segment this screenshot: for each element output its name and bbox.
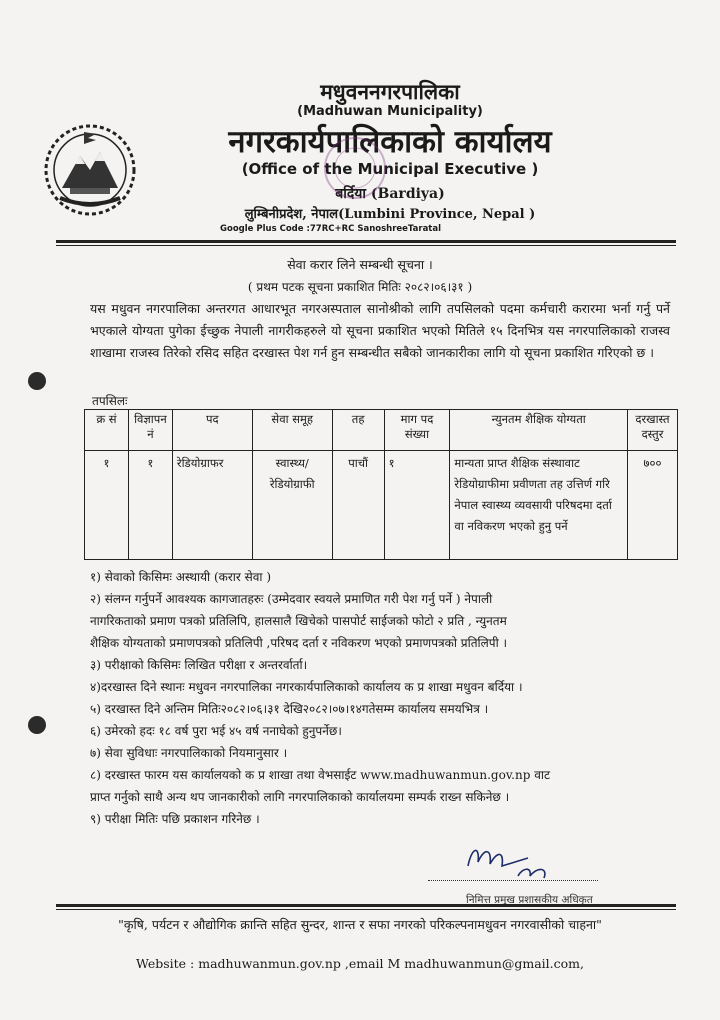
office-stamp-icon <box>322 135 388 201</box>
condition-line: ४)दरखास्त दिने स्थानः मधुवन नगरपालिका नगरकार्यपालिकाको कार्यालय क प्र शाखा मधुवन बर्दिया । <box>90 680 523 694</box>
condition-line: ७) सेवा सुविधाः नगरपालिकाको नियमानुसार । <box>90 746 288 760</box>
col-header-qualification: न्युनतम शैक्षिक योग्यता <box>450 410 628 451</box>
office-name-en: (Office of the Municipal Executive ) <box>241 160 539 178</box>
cell-fee: ७०० <box>627 451 677 560</box>
nepal-emblem-icon <box>40 118 140 218</box>
notice-title: सेवा करार लिने सम्बन्धी सूचना । <box>287 257 433 272</box>
header-divider-thin <box>56 245 676 246</box>
condition-line: प्राप्त गर्नुको साथै अन्य थप जानकारीको लागि नगरपालिकाको कार्यालयमा सम्पर्क राख्न सकिनेछ । <box>90 790 510 804</box>
condition-line: नागरिकताको प्रमाण पत्रको प्रतिलिपि, हालसालै खिचेको पासपोर्ट साईजको फोटो २ प्रति , न्युनतम <box>90 614 507 628</box>
col-header-fee: दरखास्त दस्तुर <box>627 410 677 451</box>
signatory-title: निमित्त प्रमुख प्रशासकीय अधिकृत <box>466 894 593 906</box>
punch-hole <box>28 716 46 734</box>
footer-website: Website : madhuwanmun.gov.np ,email M madhuwanmun@gmail.com, <box>136 956 584 971</box>
condition-line: ६) उमेरको हदः १८ वर्ष पुरा भई ४५ वर्ष ननाघेको हुनुपर्नेछ। <box>90 724 342 738</box>
condition-line: शैक्षिक योग्यताको प्रमाणपत्रको प्रतिलिपी ,परिषद दर्ता र नविकरण भएको प्रमाणपत्रको प्रतिलिपी । <box>90 636 508 650</box>
condition-line: ८) दरखास्त फारम यस कार्यालयको क प्र शाखा तथा वेभसाईट www.madhuwanmun.gov.np वाट <box>90 768 551 782</box>
condition-line: ९) परीक्षा मितिः पछि प्रकाशन गरिनेछ । <box>90 812 260 826</box>
office-name-np: नगरकार्यपालिकाको कार्यालय <box>228 124 552 160</box>
signature-line <box>428 880 598 881</box>
col-header-service-group: सेवा समूह <box>252 410 332 451</box>
cell-sn: १ <box>85 451 129 560</box>
col-header-adv-no: विज्ञापन नं <box>128 410 172 451</box>
col-header-positions: माग पद संख्या <box>384 410 450 451</box>
table-header-row <box>85 410 678 451</box>
col-header-level: तह <box>332 410 384 451</box>
header-divider <box>56 240 676 243</box>
condition-line: २) संलग्न गर्नुपर्ने आवश्यक कागजातहरुः (उम्मेदवार स्वयले प्रमाणित गरी पेश गर्नु पर्ने ) नेपाली <box>90 592 493 606</box>
condition-line: १) सेवाको किसिमः अस्थायी (करार सेवा ) <box>90 570 272 584</box>
signature-icon <box>458 836 558 884</box>
notice-body: यस मधुवन नगरपालिका अन्तरगत आधारभूत नगरअस्पताल सानोश्रीको लागि तपसिलको पदमा कर्मचारी करारमा भर्ना गर्नु पर्ने भएकाले योग्यता पुगेका ईच्छुक नेपाली नागरीकहरुले यो सूचना प्रकाशित भएको मितिले १५ दिनभित्र यस नगरपालिकाको राजस्व शाखामा राजस्व तिरेको रसिद सहित दरखास्त पेश गर्न हुन सम्बन्धीत सबैको जानकारीका लागि यो सूचना प्रकाशित गरिएको छ । <box>90 301 670 360</box>
footer-motto: "कृषि, पर्यटन र औद्योगिक क्रान्ति सहित सुन्दर, शान्त र सफा नगरको परिकल्पनामधुवन नगरवासीको चाहना" <box>118 917 602 932</box>
cell-post: रेडियोग्राफर <box>172 451 252 560</box>
district: बर्दिया (Bardiya) <box>335 186 445 202</box>
google-plus-code: Google Plus Code :77RC+RC SanoshreeTaratal <box>220 224 442 234</box>
notice-published-date: ( प्रथम पटक सूचना प्रकाशित मितिः २०८२।०६।३१ ) <box>247 280 473 294</box>
col-header-post: पद <box>172 410 252 451</box>
footer-divider-thin <box>56 909 676 910</box>
table-row <box>85 451 678 560</box>
municipality-name-en: (Madhuwan Municipality) <box>297 104 483 119</box>
condition-line: ३) परीक्षाको किसिमः लिखित परीक्षा र अन्तरर्वार्ता। <box>90 658 308 672</box>
cell-qualification: मान्यता प्राप्त शैक्षिक संस्थावाट रेडियोग्राफीमा प्रवीणता तह उत्तिर्ण गरि नेपाल स्वास्थ्य व्यवसायी परिषदमा दर्ता वा नविकरण भएको हुनु पर्ने <box>450 451 628 560</box>
cell-service-group: स्वास्थ्य/ रेडियोग्राफी <box>252 451 332 560</box>
col-header-sn: क्र सं <box>85 410 129 451</box>
municipality-name-np: मधुवननगरपालिका <box>320 79 460 104</box>
tapasil-label: तपसिलः <box>92 394 128 408</box>
cell-level: पाचौं <box>332 451 384 560</box>
footer-divider <box>56 904 676 907</box>
vacancy-table <box>84 409 678 560</box>
punch-hole <box>28 372 46 390</box>
condition-line: ५) दरखास्त दिने अन्तिम मितिः२०८२।०६।३१ देखि२०८२।०७।१४गतेसम्म कार्यालय समयभित्र । <box>90 702 489 716</box>
province: लुम्बिनीप्रदेश, नेपाल(Lumbini Province, Nepal ) <box>244 207 536 222</box>
cell-adv-no: १ <box>128 451 172 560</box>
cell-positions: १ <box>384 451 450 560</box>
